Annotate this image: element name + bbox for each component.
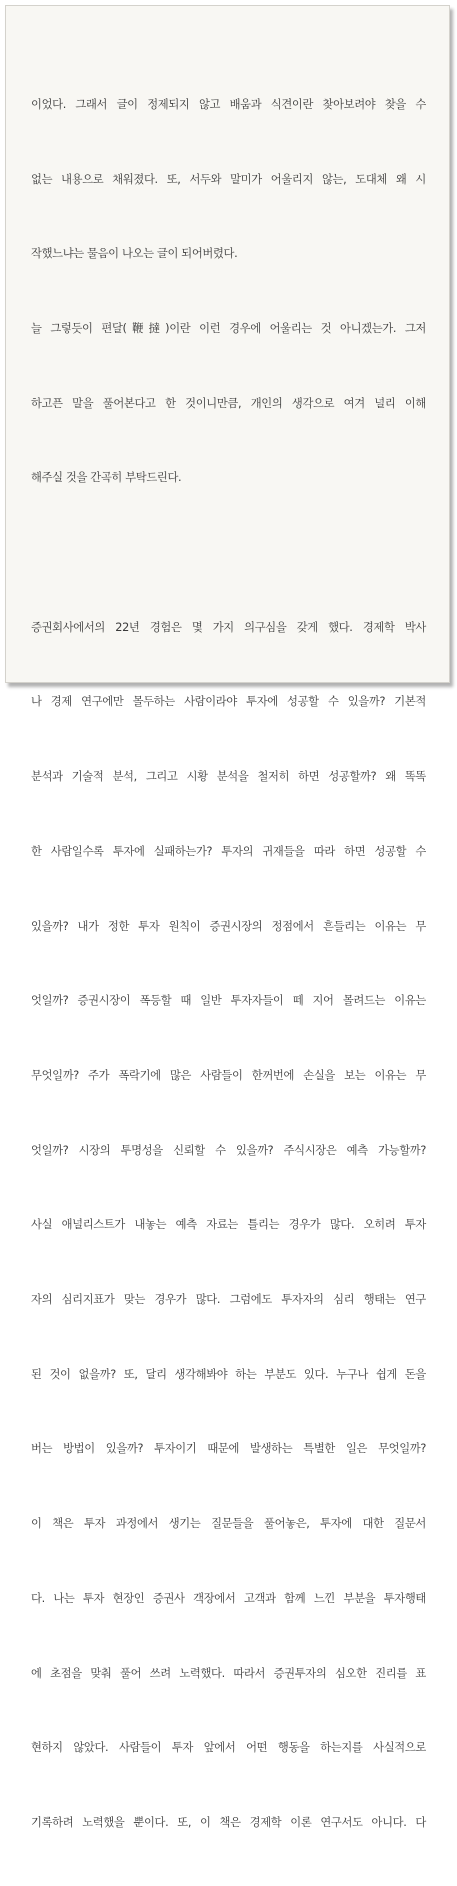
text-line: 현하지 않았다. 사람들이 투자 앞에서 어떤 행동을 하는지를 사실적으로 [31,1741,426,1755]
text-line: 자의 심리지표가 맞는 경우가 많다. 그럼에도 투자자의 심리 행태는 연구 [31,1293,426,1307]
text-line: 분석과 기술적 분석, 그리고 시황 분석을 철저히 하면 성공할까? 왜 똑똑 [31,770,426,784]
text-line: 된 것이 없을까? 또, 달리 생각해봐야 하는 부분도 있다. 누구나 쉽게 돈을 [31,1367,426,1381]
text-line: 사실 애널리스트가 내놓는 예측 자료는 틀리는 경우가 많다. 오히려 투자 [31,1218,426,1232]
text-line: 다. 나는 투자 현장인 증권사 객장에서 고객과 함께 느낀 부분을 투자행태 [31,1591,426,1605]
text-line: 없는 내용으로 채워졌다. 또, 서두와 말미가 어울리지 않는, 도대체 왜 시 [31,172,426,186]
text-line: 무엇일까? 주가 폭락기에 많은 사람들이 한꺼번에 손실을 보는 이유는 무 [31,1068,426,1082]
text-line: 에 초점을 맞춰 풀어 쓰려 노력했다. 따라서 증권투자의 심오한 진리를 표 [31,1666,426,1680]
text-line: 버는 방법이 있을까? 투자이기 때문에 발생하는 특별한 일은 무엇일까? [31,1442,426,1456]
text-line: 나 경제 연구에만 몰두하는 사람이라야 투자에 성공할 수 있을까? 기본적 [31,695,426,709]
body-text [31,43,426,1886]
text-line: 있을까? 내가 정한 투자 원칙이 증권시장의 정점에서 흔들리는 이유는 무 [31,919,426,933]
text-line: 이 책은 투자 과정에서 생기는 질문들을 풀어놓은, 투자에 대한 질문서 [31,1517,426,1531]
text-line: 이었다. 그래서 글이 정제되지 않고 배움과 식견이란 찾아보려야 찾을 수 [31,97,426,111]
book-page [5,5,450,1829]
text-line: 엇일까? 시장의 투명성을 신뢰할 수 있을까? 주식시장은 예측 가능할까? [31,1143,426,1157]
text-line: 작했느냐는 물음이 나오는 글이 되어버렸다. [31,247,238,261]
text-line: 해주실 것을 간곡히 부탁드린다. [31,471,182,485]
text-line: 늘 그렇듯이 편달(鞭撻)이란 이런 경우에 어울리는 것 아니겠는가. 그저 [31,321,426,335]
text-line: 한 사람일수록 투자에 실패하는가? 투자의 귀재들을 따라 하면 성공할 수 [31,844,426,858]
text-line: 하고픈 말을 풀어본다고 한 것이니만큼, 개인의 생각으로 여겨 널리 이해 [31,396,426,410]
text-line: 증권회사에서의 22년 경험은 몇 가지 의구심을 갖게 했다. 경제학 박사 [31,620,426,634]
paragraph-gap [31,541,426,566]
text-line: 엇일까? 증권시장이 폭등할 때 일반 투자자들이 떼 지어 몰려드는 이유는 [31,994,426,1008]
text-line: 기록하려 노력했을 뿐이다. 또, 이 책은 경제학 이론 연구서도 아니다. 다 [31,1815,426,1829]
